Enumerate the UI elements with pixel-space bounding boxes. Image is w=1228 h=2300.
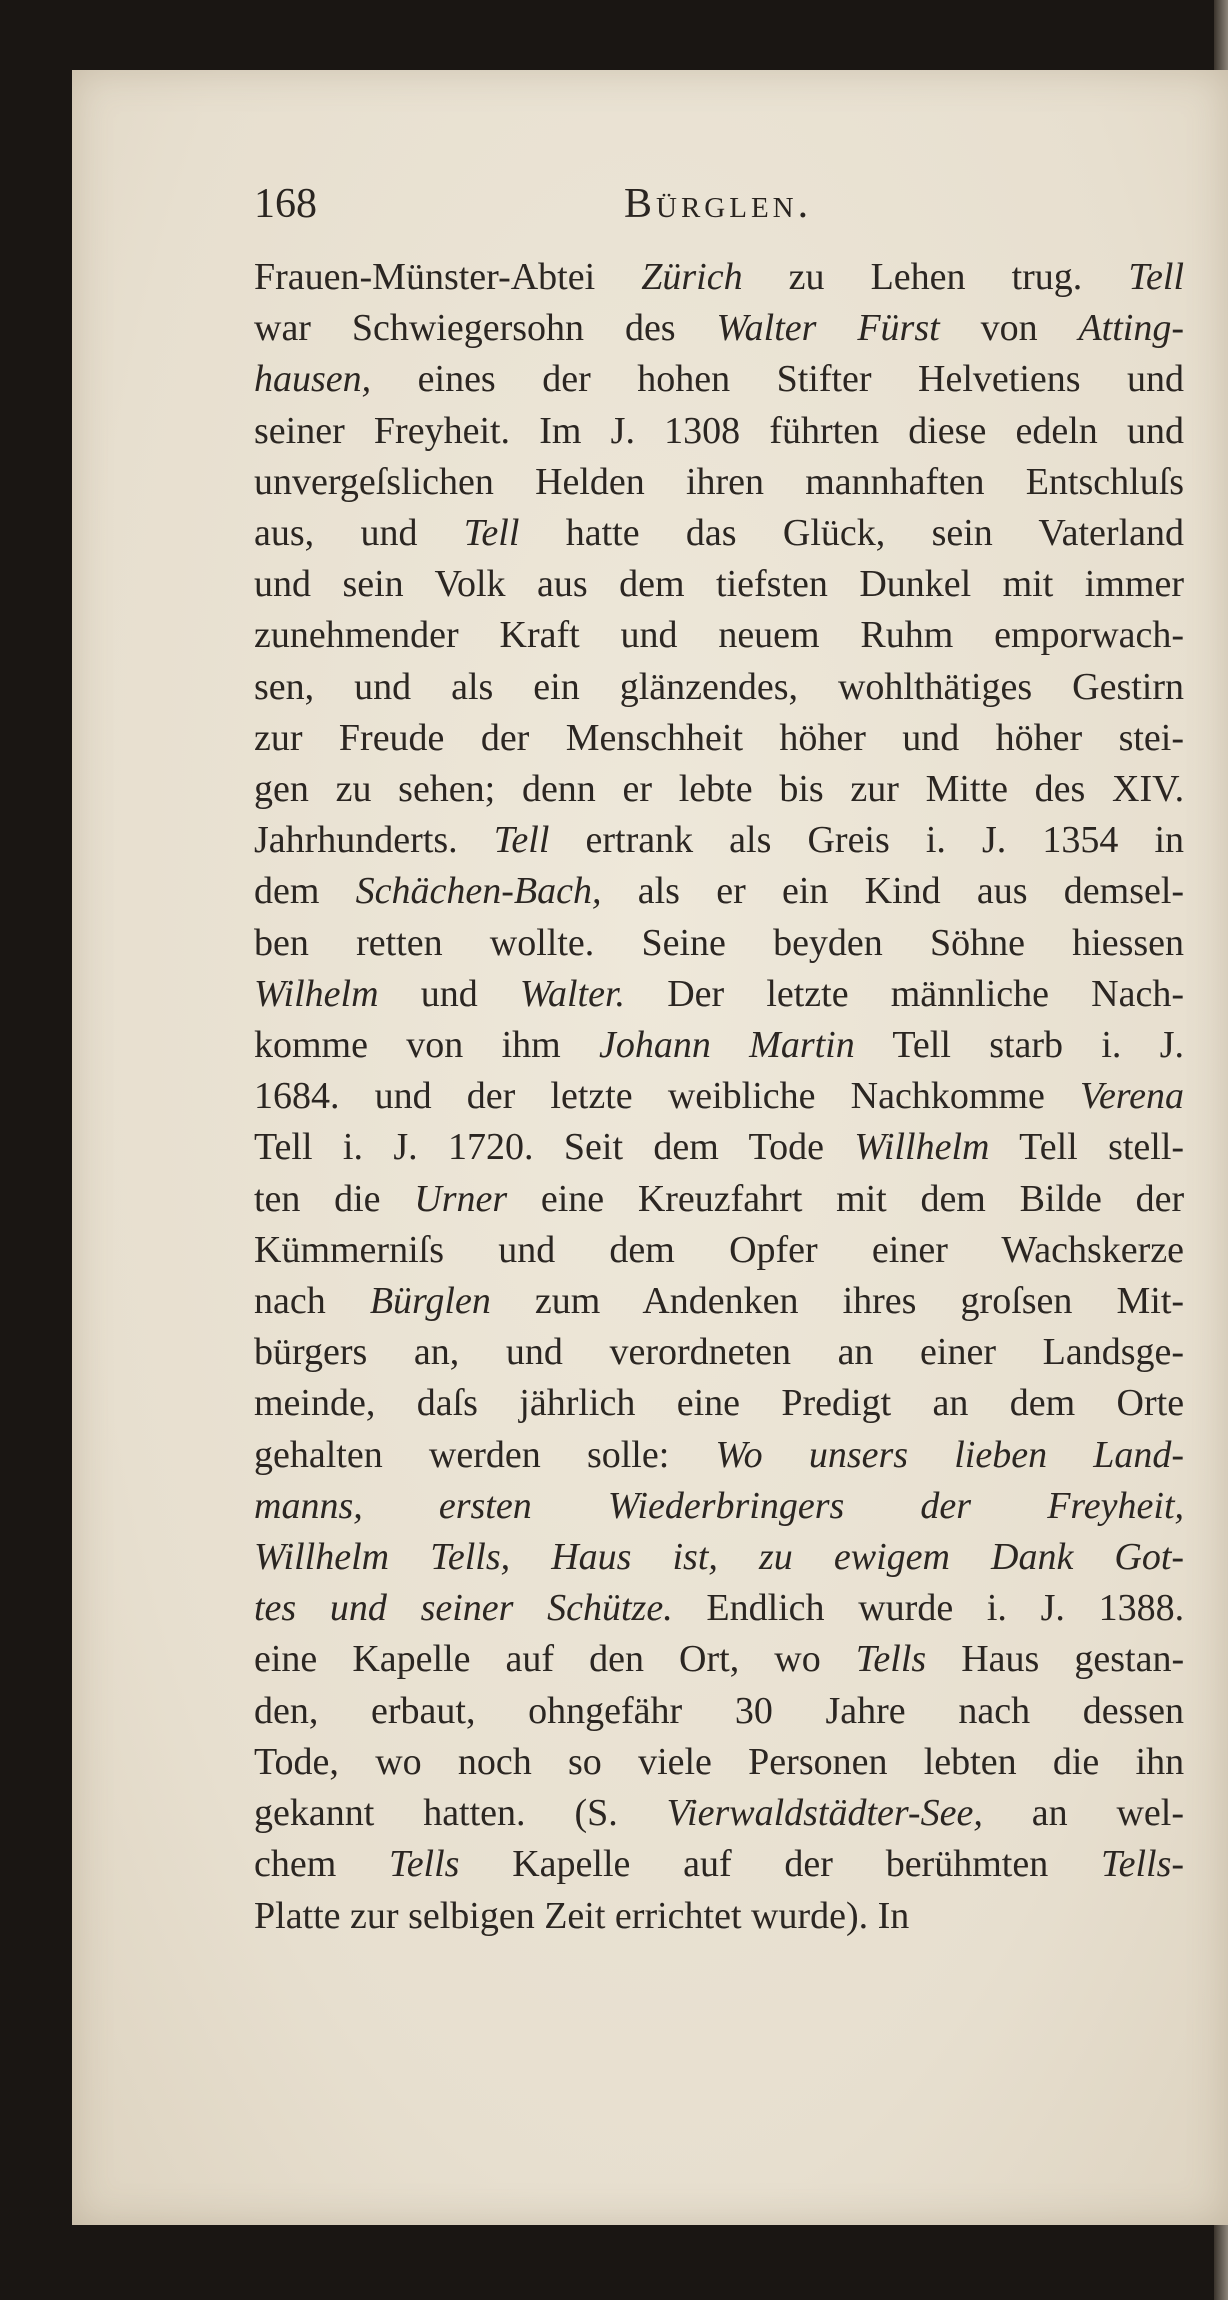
text-line: Wilhelm und Walter. Der letzte männliche Nach- (254, 972, 1184, 1015)
text-line: den, erbaut, ohngefähr 30 Jahre nach dessen (254, 1689, 1185, 1732)
text-line: gekannt hatten. (S. Vierwaldstädter-See, an wel- (254, 1792, 1185, 1835)
text-line: aus, und Tell hatte das Glück, sein Vaterland (254, 512, 1185, 555)
text-line: sen, und als ein glänzendes, wohlthätiges Gestirn (254, 665, 1185, 708)
text-line: ten die Urner eine Kreuzfahrt mit dem Bilde der (254, 1177, 1185, 1220)
text-line: tes und seiner Schütze. Endlich wurde i. J. 1388. (254, 1587, 1185, 1630)
text-line: ben retten wollte. Seine beyden Söhne hiessen (254, 921, 1185, 964)
text-line: zur Freude der Menschheit höher und höher stei- (254, 716, 1185, 759)
text-line: chem Tells Kapelle auf der berühmten Tells- (254, 1843, 1185, 1886)
text-line: dem Schächen-Bach, als er ein Kind aus demsel- (254, 870, 1185, 913)
text-line: bürgers an, und verordneten an einer Landsge- (254, 1331, 1184, 1374)
text-line: gen zu sehen; denn er lebte bis zur Mitte des XIV. (254, 768, 1185, 811)
text-line: nach Bürglen zum Andenken ihres groſsen Mit- (254, 1280, 1185, 1323)
text-line: komme von ihm Johann Martin Tell starb i. J. (254, 1024, 1185, 1067)
text-line: Jahrhunderts. Tell ertrank als Greis i. J. 1354 in (254, 819, 1185, 862)
text-line: meinde, daſs jährlich eine Predigt an dem Orte (254, 1382, 1185, 1425)
text-line: zunehmender Kraft und neuem Ruhm emporwach- (254, 614, 1185, 657)
text-line: Tell i. J. 1720. Seit dem Tode Willhelm Tell stell- (254, 1126, 1185, 1169)
body-text (254, 252, 1184, 1942)
running-head: Bürglen. (624, 181, 813, 227)
text-line: hausen, eines der hohen Stifter Helvetiens und (254, 358, 1185, 401)
page-number: 168 (254, 181, 317, 227)
text-line: und sein Volk aus dem tiefsten Dunkel mit immer (254, 563, 1184, 606)
text-line: eine Kapelle auf den Ort, wo Tells Haus gestan- (254, 1638, 1185, 1681)
text-line: gehalten werden solle: Wo unsers lieben Land- (254, 1433, 1185, 1476)
text-line: war Schwiegersohn des Walter Fürst von Atting- (254, 307, 1184, 350)
text-line: 1684. und der letzte weibliche Nachkomme Verena (254, 1075, 1185, 1118)
text-line: Kümmerniſs und dem Opfer einer Wachskerze (254, 1228, 1185, 1271)
text-line: unvergeſslichen Helden ihren mannhaften Entschluſs (254, 460, 1185, 503)
text-line: Willhelm Tells, Haus ist, zu ewigem Dank Got- (254, 1536, 1185, 1579)
text-line: Tode, wo noch so viele Personen lebten die ihn (254, 1740, 1185, 1783)
text-line: manns, ersten Wiederbringers der Freyheit, (254, 1484, 1185, 1527)
text-line: seiner Freyheit. Im J. 1308 führten diese edeln und (254, 409, 1184, 452)
text-line: Frauen-Münster-Abtei Zürich zu Lehen trug. Tell (254, 256, 1185, 298)
text-line: Platte zur selbigen Zeit errichtet wurde). In (254, 1894, 910, 1937)
